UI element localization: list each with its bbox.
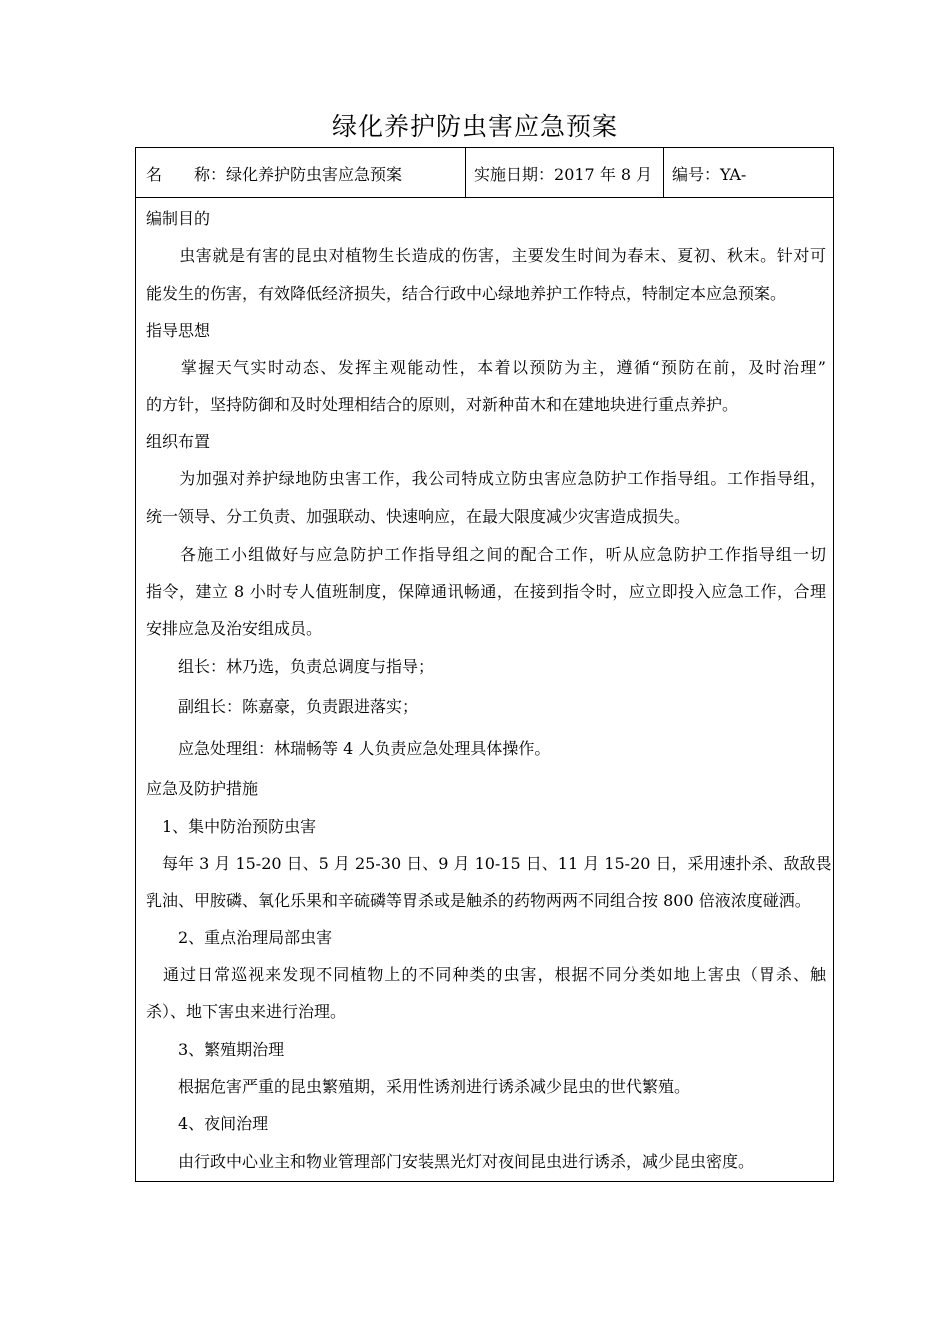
- date-label: 实施日期：: [474, 165, 555, 184]
- measure-heading-1: 1、集中防治预防虫害: [146, 817, 317, 836]
- paragraph-line: 指令，建立 8 小时专人值班制度，保障通讯畅通，在接到指令时，应立即投入应急工作，合理: [146, 582, 826, 601]
- paragraph-line: 统一领导、分工负责、加强联动、快速响应，在最大限度减少灾害造成损失。: [146, 507, 691, 526]
- team-leader-line: 组长：林乃选，负责总调度与指导；: [146, 657, 435, 676]
- paragraph-line: 由行政中心业主和物业管理部门安装黑光灯对夜间昆虫进行诱杀，减少昆虫密度。: [146, 1152, 755, 1171]
- name-label: 名 称：: [146, 165, 227, 184]
- section-heading-organization: 组织布置: [146, 432, 211, 451]
- section-heading-purpose: 编制目的: [146, 209, 211, 228]
- document-title: 绿化养护防虫害应急预案: [331, 112, 618, 141]
- deputy-leader-line: 副组长：陈嘉豪，负责跟进落实；: [146, 697, 419, 716]
- paragraph-line: 的方针，坚持防御和及时处理相结合的原则，对新种苗木和在建地块进行重点养护。: [146, 395, 739, 414]
- paragraph-line: 安排应急及治安组成员。: [146, 619, 323, 638]
- column-divider: [465, 148, 466, 197]
- paragraph-line: 每年 3 月 15-20 日、5 月 25-30 日、9 月 10-15 日、11 月 15-20 日，采用速扑杀、敌敌畏: [146, 854, 832, 873]
- code-label: 编号：: [672, 165, 721, 184]
- date-cell: [474, 148, 652, 197]
- response-team-line: 应急处理组：林瑞畅等 4 人负责应急处理具体操作。: [146, 739, 551, 758]
- name-value: 绿化养护防虫害应急预案: [226, 165, 403, 184]
- code-value: YA-: [720, 165, 747, 184]
- header-row: [136, 148, 833, 198]
- paragraph-line: 能发生的伤害，有效降低经济损失，结合行政中心绿地养护工作特点，特制定本应急预案。: [146, 284, 787, 303]
- section-heading-measures: 应急及防护措施: [146, 779, 259, 798]
- measure-heading-4: 4、夜间治理: [146, 1114, 269, 1133]
- date-value: 2017 年 8 月: [554, 165, 653, 184]
- code-cell: [672, 148, 746, 197]
- measure-heading-3: 3、繁殖期治理: [146, 1040, 285, 1059]
- section-heading-guide: 指导思想: [146, 321, 211, 340]
- paragraph-line: 乳油、甲胺磷、氧化乐果和辛硫磷等胃杀或是触杀的药物两两不同组合按 800 倍液浓度碰洒。: [146, 891, 811, 910]
- paragraph-line: 虫害就是有害的昆虫对植物生长造成的伤害，主要发生时间为春末、夏初、秋末。针对可: [146, 246, 826, 265]
- paragraph-line: 为加强对养护绿地防虫害工作，我公司特成立防虫害应急防护工作指导组。工作指导组，: [146, 469, 826, 488]
- plan-table: [135, 147, 834, 1182]
- name-cell: [146, 148, 402, 197]
- paragraph-line: 各施工小组做好与应急防护工作指导组之间的配合工作，听从应急防护工作指导组一切: [146, 545, 826, 564]
- paragraph-line: 掌握天气实时动态、发挥主观能动性，本着以预防为主，遵循“预防在前，及时治理”: [146, 358, 826, 377]
- paragraph-line: 根据危害严重的昆虫繁殖期，采用性诱剂进行诱杀减少昆虫的世代繁殖。: [146, 1077, 691, 1096]
- paragraph-line: 杀）、地下害虫来进行治理。: [146, 1002, 347, 1021]
- column-divider: [663, 148, 664, 197]
- paragraph-line: 通过日常巡视来发现不同植物上的不同种类的虫害，根据不同分类如地上害虫（胃杀、触: [146, 965, 826, 984]
- measure-heading-2: 2、重点治理局部虫害: [146, 928, 333, 947]
